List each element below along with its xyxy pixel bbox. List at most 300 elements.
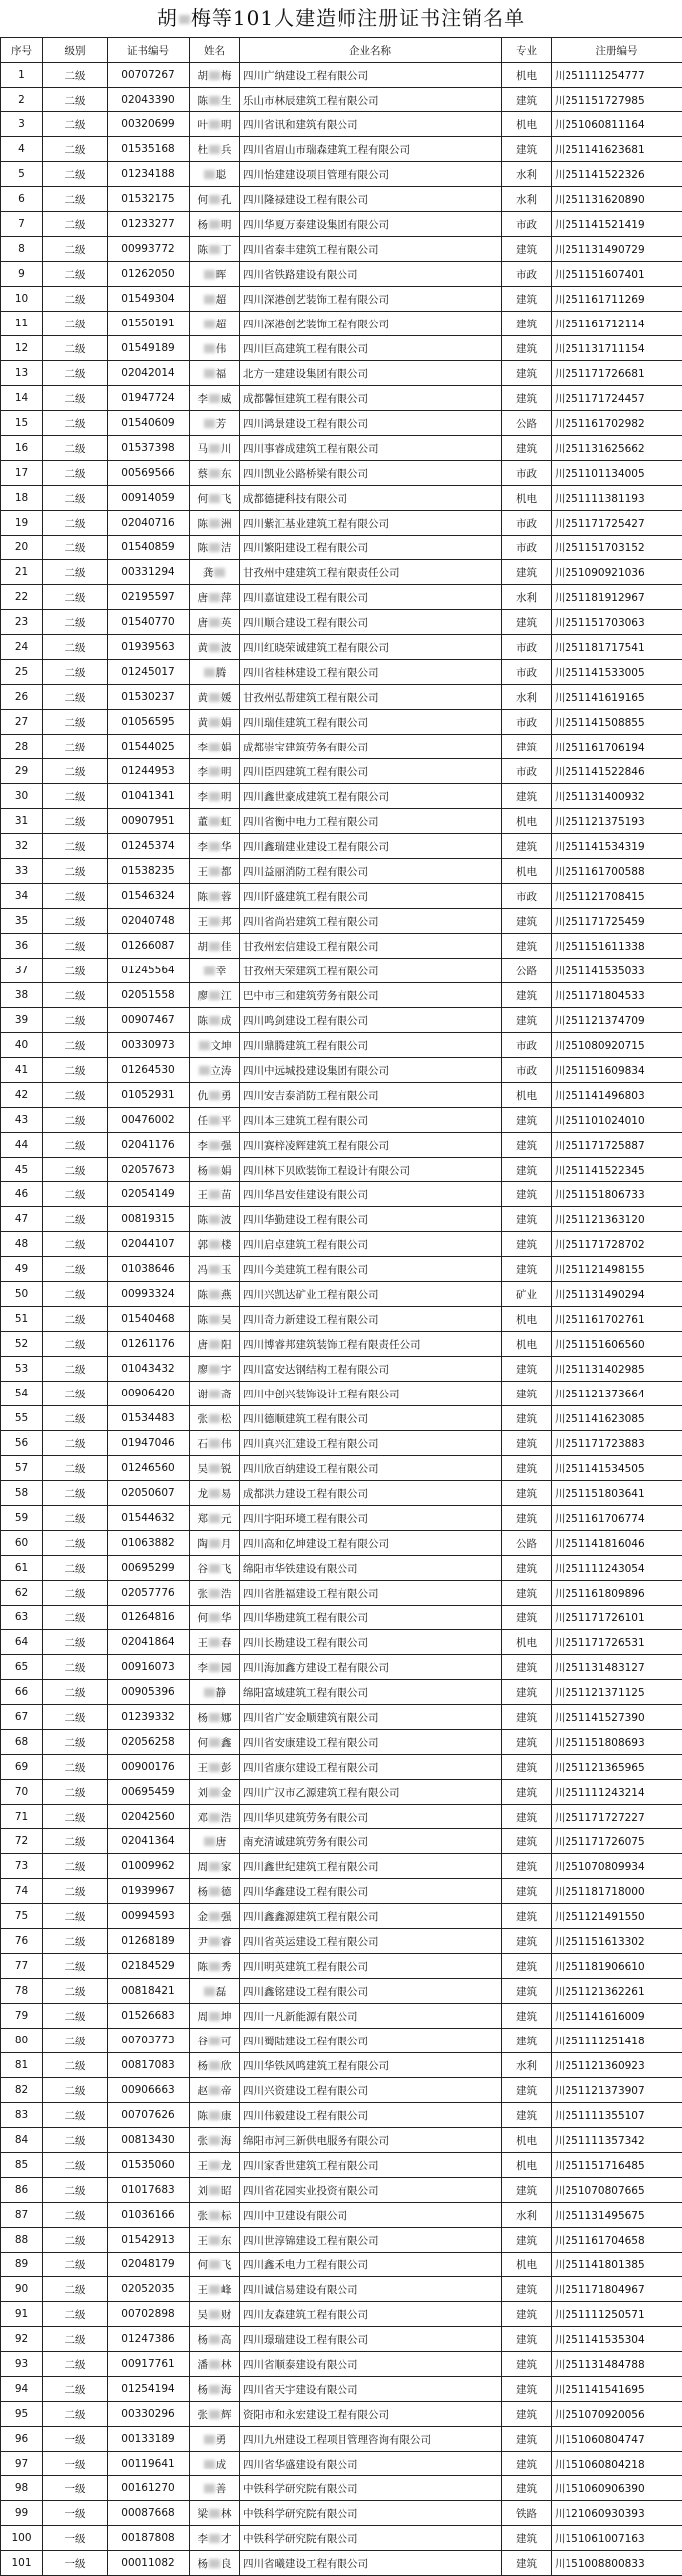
cell-company: 四川中创兴装饰设计工程有限公司 [240,1382,502,1406]
cell-company: 四川长勘建设工程有限公司 [240,1630,502,1655]
table-row [1,1879,682,1904]
cell-name: 磊 [190,1979,240,2004]
table-row [1,710,682,735]
cell-reg: 川251111243054 [552,1556,682,1581]
cell-reg: 川251141623681 [552,137,682,162]
cell-level: 二级 [43,1954,108,1979]
table-row [1,1008,682,1033]
cell-cert: 00819315 [108,1207,190,1232]
masked-character [209,1763,220,1772]
cell-company: 四川红晓荣诚建筑工程有限公司 [240,635,502,660]
cell-company: 四川鑫禾电力工程有限公司 [240,2253,502,2277]
cell-name: 福 [190,361,240,386]
cell-company: 四川省曦建设工程有限公司 [240,2551,502,2576]
cell-company: 四川华贝建筑劳务有限公司 [240,1805,502,1829]
cell-cert: 01947046 [108,1431,190,1456]
cell-name: 龚 [190,560,240,585]
masked-character [209,1813,220,1822]
cell-cert: 02042014 [108,361,190,386]
cell-no: 58 [1,1481,43,1506]
cell-company: 四川省尚岩建筑工程有限公司 [240,909,502,934]
cell-name: 何 华 [190,1606,240,1630]
cell-cert: 00818421 [108,1979,190,2004]
cell-level: 二级 [43,1805,108,1829]
masked-character [209,494,220,503]
cell-major: 建筑 [502,1780,552,1805]
cell-company: 甘孜州弘帮建筑工程有限公司 [240,685,502,710]
cell-level: 二级 [43,2178,108,2203]
masked-character [209,2136,220,2145]
table-row [1,2253,682,2277]
cell-name: 成 [190,2452,240,2476]
masked-character [179,15,190,24]
cell-name: 张 海 [190,2128,240,2153]
cell-major: 机电 [502,1332,552,1357]
cell-company: 四川奇力新建设工程有限公司 [240,1307,502,1332]
cell-level: 二级 [43,585,108,610]
header-level: 级别 [43,38,108,63]
cell-company: 南充清诚建筑劳务有限公司 [240,1829,502,1854]
cell-no: 37 [1,959,43,983]
page-title: 胡 梅等101人建造师注册证书注销名单 [0,0,682,37]
masked-character [204,2435,215,2444]
cell-cert: 01549304 [108,287,190,312]
cell-no: 84 [1,2128,43,2153]
masked-character [209,1912,220,1921]
cell-name: 何 孔 [190,187,240,212]
masked-character [209,1340,220,1349]
table-row [1,983,682,1008]
cell-company: 四川凯业公路桥梁有限公司 [240,461,502,486]
cell-name: 李 强 [190,1133,240,1158]
masked-character [209,1663,220,1672]
cell-cert: 02041864 [108,1630,190,1655]
cell-level: 二级 [43,660,108,685]
cell-name: 董 虹 [190,809,240,834]
cell-major: 市政 [502,1058,552,1083]
cell-name: 赵 帝 [190,2078,240,2103]
cell-no: 19 [1,511,43,536]
cell-level: 二级 [43,1207,108,1232]
cell-no: 31 [1,809,43,834]
table-row [1,1456,682,1481]
cell-no: 53 [1,1357,43,1382]
cell-reg: 川151060804218 [552,2452,682,2476]
cell-reg: 川251121373664 [552,1382,682,1406]
cell-cert: 01540609 [108,411,190,436]
cell-major: 机电 [502,486,552,511]
masked-character [209,1887,220,1896]
cell-cert: 01538235 [108,859,190,884]
cell-no: 92 [1,2327,43,2352]
cell-reg: 川251141496803 [552,1083,682,1108]
table-row [1,1854,682,1879]
cell-no: 57 [1,1456,43,1481]
masked-character [204,2484,215,2493]
table-row [1,2476,682,2501]
cell-no: 62 [1,1581,43,1606]
cell-major: 市政 [502,1033,552,1058]
cell-company: 四川华昌安佳建设有限公司 [240,1182,502,1207]
table-row [1,1929,682,1954]
cell-major: 机电 [502,2128,552,2153]
cell-cert: 01056595 [108,710,190,735]
cell-major: 建筑 [502,735,552,759]
cell-name: 王 苗 [190,1182,240,1207]
table-row [1,1382,682,1406]
cell-reg: 川251131495675 [552,2203,682,2228]
cell-name: 谢 斋 [190,1382,240,1406]
cell-major: 市政 [502,536,552,560]
cell-level: 一级 [43,2476,108,2501]
masked-character [209,817,220,826]
cell-company: 绵阳富域建筑工程有限公司 [240,1680,502,1705]
cell-company: 资阳市和永宏建设工程有限公司 [240,2402,502,2427]
cell-company: 四川鸿景建设工程有限公司 [240,411,502,436]
cell-level: 二级 [43,2277,108,2302]
table-row [1,2128,682,2153]
table-row [1,2551,682,2576]
cell-level: 二级 [43,909,108,934]
masked-character [209,120,220,129]
table-row [1,959,682,983]
cell-cert: 00476002 [108,1108,190,1133]
cell-cert: 02040716 [108,511,190,536]
cell-cert: 01038646 [108,1257,190,1282]
cell-name: 王 龙 [190,2153,240,2178]
cell-name: 陈 洁 [190,536,240,560]
cell-major: 建筑 [502,2476,552,2501]
cell-level: 二级 [43,1531,108,1556]
cell-reg: 川251131625662 [552,436,682,461]
table-header-row [1,38,682,63]
masked-character [209,1638,220,1647]
cell-name: 陈 康 [190,2103,240,2128]
cell-level: 二级 [43,1630,108,1655]
cell-company: 四川启卓建筑工程有限公司 [240,1232,502,1257]
cell-reg: 川251171728702 [552,1232,682,1257]
cell-company: 四川伟毅建设工程有限公司 [240,2103,502,2128]
cell-reg: 川251121360923 [552,2053,682,2078]
cell-company: 四川阡盛建筑工程有限公司 [240,884,502,909]
table-row [1,1705,682,1730]
cell-name: 杜 兵 [190,137,240,162]
cell-company: 四川事睿成建筑工程有限公司 [240,436,502,461]
cell-name: 晖 [190,262,240,287]
masked-character [209,643,220,652]
cell-no: 11 [1,312,43,336]
cell-company: 四川华铁风鸣建筑工程有限公司 [240,2053,502,2078]
masked-character [209,1365,220,1374]
cell-cert: 00916073 [108,1655,190,1680]
cell-level: 二级 [43,1730,108,1755]
cell-company: 四川华勤建设工程有限公司 [240,1207,502,1232]
cell-cert: 01546324 [108,884,190,909]
cell-company: 四川鑫鑫源建筑工程有限公司 [240,1904,502,1929]
cell-no: 76 [1,1929,43,1954]
masked-character [209,842,220,851]
cell-no: 100 [1,2526,43,2551]
table-row [1,1357,682,1382]
cell-cert: 00330296 [108,2402,190,2427]
cell-major: 建筑 [502,287,552,312]
cell-reg: 川251181717541 [552,635,682,660]
cell-cert: 00330973 [108,1033,190,1058]
cell-level: 二级 [43,2302,108,2327]
masked-character [209,1862,220,1871]
cell-cert: 01537398 [108,436,190,461]
table-row [1,2352,682,2377]
cell-level: 二级 [43,2402,108,2427]
cell-no: 68 [1,1730,43,1755]
cell-no: 50 [1,1282,43,1307]
cell-level: 二级 [43,536,108,560]
cell-company: 四川璟瑞建设工程有限公司 [240,2327,502,2352]
cell-major: 建筑 [502,983,552,1008]
cell-no: 27 [1,710,43,735]
cell-reg: 川251161706194 [552,735,682,759]
cell-no: 89 [1,2253,43,2277]
cell-name: 王 都 [190,859,240,884]
cell-reg: 川251070809934 [552,1854,682,1879]
cell-major: 建筑 [502,1357,552,1382]
masked-character [209,1439,220,1448]
cell-name: 梁 林 [190,2501,240,2526]
masked-character [204,419,215,428]
table-row [1,1257,682,1282]
cell-no: 93 [1,2352,43,2377]
cell-reg: 川251121491550 [552,1904,682,1929]
cell-level: 二级 [43,237,108,262]
cell-name: 廖 宇 [190,1357,240,1382]
cell-major: 机电 [502,859,552,884]
cell-no: 96 [1,2427,43,2452]
cell-reg: 川251141527390 [552,1705,682,1730]
cell-no: 75 [1,1904,43,1929]
cell-name: 黄 娟 [190,710,240,735]
cell-level: 二级 [43,1854,108,1879]
cell-no: 78 [1,1979,43,2004]
cell-reg: 川151060804747 [552,2427,682,2452]
cell-name: 唐 [190,1829,240,1854]
cell-cert: 02052035 [108,2277,190,2302]
cell-reg: 川251171726101 [552,1606,682,1630]
cell-cert: 00993324 [108,1282,190,1307]
cell-level: 二级 [43,2228,108,2253]
cell-cert: 00569566 [108,461,190,486]
table-row [1,809,682,834]
cell-level: 二级 [43,1033,108,1058]
table-row [1,2302,682,2327]
cell-reg: 川251080920715 [552,1033,682,1058]
cell-no: 72 [1,1829,43,1854]
cell-cert: 01542913 [108,2228,190,2253]
masked-character [209,2410,220,2419]
cell-level: 二级 [43,1705,108,1730]
table-row [1,2053,682,2078]
cell-major: 建筑 [502,2103,552,2128]
cell-level: 二级 [43,336,108,361]
cell-name: 李 明 [190,784,240,809]
cell-reg: 川251171804967 [552,2277,682,2302]
cell-major: 市政 [502,461,552,486]
cell-major: 建筑 [502,1854,552,1879]
cell-cert: 01526683 [108,2004,190,2029]
table-row [1,1307,682,1332]
cell-major: 建筑 [502,2427,552,2452]
cell-level: 二级 [43,162,108,187]
masked-character [209,1788,220,1797]
cell-name: 超 [190,287,240,312]
cell-no: 79 [1,2004,43,2029]
cell-cert: 01540859 [108,536,190,560]
cell-cert: 00331294 [108,560,190,585]
cell-level: 二级 [43,1755,108,1780]
cell-level: 二级 [43,112,108,137]
masked-character [209,1240,220,1249]
cell-cert: 02044107 [108,1232,190,1257]
cell-name: 李 娟 [190,735,240,759]
cell-name: 马 川 [190,436,240,461]
cell-cert: 01245374 [108,834,190,859]
masked-character [209,767,220,776]
table-row [1,63,682,88]
cell-company: 四川华夏万泰建设集团有限公司 [240,212,502,237]
cell-no: 54 [1,1382,43,1406]
table-row [1,1133,682,1158]
cell-reg: 川251121374709 [552,1008,682,1033]
cell-cert: 00707626 [108,2103,190,2128]
cell-major: 建筑 [502,1879,552,1904]
cell-company: 四川鑫瑞建业建设工程有限公司 [240,834,502,859]
cell-no: 39 [1,1008,43,1033]
table-row [1,411,682,436]
cell-reg: 川251131483127 [552,1655,682,1680]
cell-level: 二级 [43,1829,108,1854]
cell-company: 四川鑫世纪建筑工程有限公司 [240,1854,502,1879]
cell-name: 王 峰 [190,2277,240,2302]
table-row [1,386,682,411]
cell-cert: 01550191 [108,312,190,336]
masked-character [204,369,215,378]
cell-no: 6 [1,187,43,212]
cell-company: 四川海加鑫方建设工程有限公司 [240,1655,502,1680]
cell-major: 建筑 [502,1904,552,1929]
cell-company: 四川臣四建筑工程有限公司 [240,759,502,784]
cell-level: 二级 [43,436,108,461]
cell-name: 刘 昭 [190,2178,240,2203]
cell-no: 88 [1,2228,43,2253]
cell-no: 4 [1,137,43,162]
cell-reg: 川251070920056 [552,2402,682,2427]
masked-character [209,519,220,528]
table-row [1,2228,682,2253]
cell-name: 杨 高 [190,2327,240,2352]
cell-company: 四川蜀陆建设工程有限公司 [240,2029,502,2053]
cell-reg: 川121060930393 [552,2501,682,2526]
cell-reg: 川251121363120 [552,1207,682,1232]
cell-reg: 川251111381193 [552,486,682,511]
cell-reg: 川251111250571 [552,2302,682,2327]
cell-major: 建筑 [502,1730,552,1755]
cell-no: 45 [1,1158,43,1182]
cell-cert: 01247386 [108,2327,190,2352]
table-row [1,1506,682,1531]
cell-major: 建筑 [502,2402,552,2427]
cell-reg: 川251171725427 [552,511,682,536]
cell-major: 市政 [502,262,552,287]
cell-name: 吴 财 [190,2302,240,2327]
cell-reg: 川151060906390 [552,2476,682,2501]
cell-company: 四川鸣剑建设工程有限公司 [240,1008,502,1033]
cell-reg: 川251151606560 [552,1332,682,1357]
cell-name: 幸 [190,959,240,983]
cell-no: 67 [1,1705,43,1730]
cell-no: 14 [1,386,43,411]
cell-no: 35 [1,909,43,934]
cell-cert: 02041176 [108,1133,190,1158]
cell-major: 建筑 [502,1406,552,1431]
cell-no: 16 [1,436,43,461]
cell-no: 95 [1,2402,43,2427]
header-company: 企业名称 [240,38,502,63]
cell-cert: 00994593 [108,1904,190,1929]
cell-company: 四川省铁路建设有限公司 [240,262,502,287]
cell-level: 二级 [43,1979,108,2004]
cell-cert: 00320699 [108,112,190,137]
cell-no: 87 [1,2203,43,2228]
cell-reg: 川251141534319 [552,834,682,859]
cell-major: 水利 [502,162,552,187]
masked-character [209,792,220,801]
cell-cert: 00119641 [108,2452,190,2476]
cell-name: 陈 洲 [190,511,240,536]
cell-company: 四川省衡中电力工程有限公司 [240,809,502,834]
table-row [1,1979,682,2004]
masked-character [209,991,220,1000]
cell-cert: 00011082 [108,2551,190,2576]
cell-name: 周 坤 [190,2004,240,2029]
cell-no: 69 [1,1755,43,1780]
cell-cert: 00906663 [108,2078,190,2103]
cell-no: 7 [1,212,43,237]
cell-name: 杨 德 [190,1879,240,1904]
cell-reg: 川251161700588 [552,859,682,884]
cell-reg: 川251121371125 [552,1680,682,1705]
cell-cert: 02195597 [108,585,190,610]
cell-company: 四川省花园实业投资有限公司 [240,2178,502,2203]
cell-company: 四川省华盛建设有限公司 [240,2452,502,2476]
cell-cert: 02051558 [108,983,190,1008]
table-row [1,2427,682,2452]
cell-major: 建筑 [502,1133,552,1158]
cell-cert: 00813430 [108,2128,190,2153]
cell-name: 黄 波 [190,635,240,660]
cell-company: 四川兴凯达矿业工程有限公司 [240,1282,502,1307]
masked-character [209,1091,220,1100]
table-row [1,2327,682,2352]
header-major: 专业 [502,38,552,63]
cell-name: 唐 阳 [190,1332,240,1357]
header-cert: 证书编号 [108,38,190,63]
cell-company: 巴中市三和建筑劳务有限公司 [240,983,502,1008]
cell-level: 二级 [43,2377,108,2402]
cell-name: 陶 月 [190,1531,240,1556]
masked-character [204,1688,215,1697]
cell-company: 四川繁阳建设工程有限公司 [240,536,502,560]
masked-character [209,1116,220,1125]
cell-level: 二级 [43,834,108,859]
